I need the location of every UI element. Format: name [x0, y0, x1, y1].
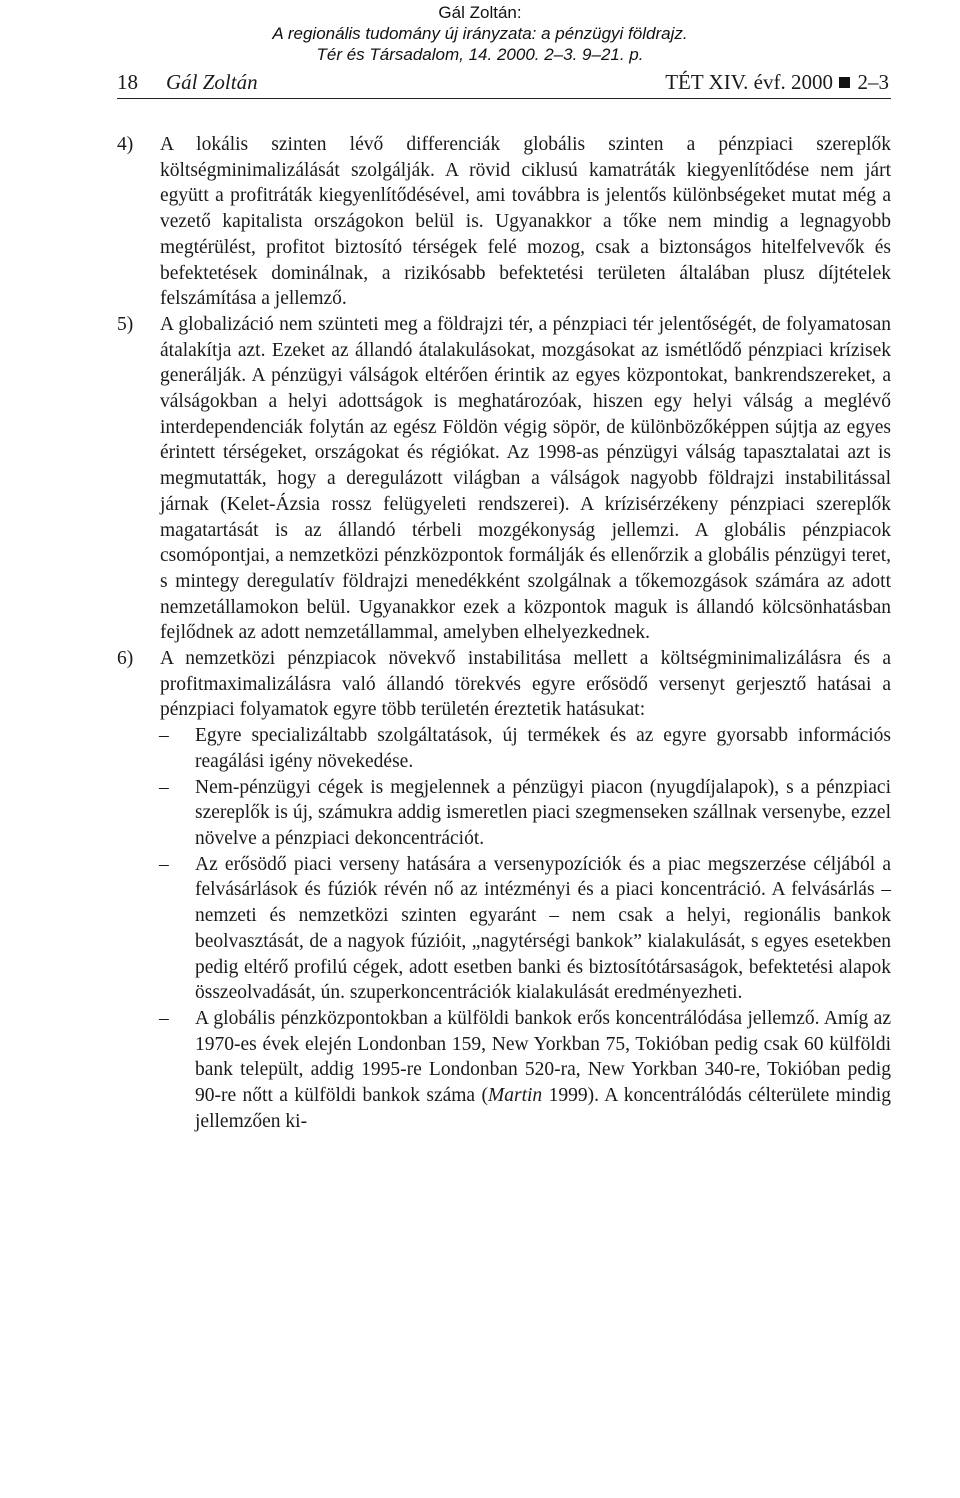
- sub-item: [117, 723, 891, 774]
- citation-source: Tér és Társadalom, 14. 2000. 2–3. 9–21. p.: [316, 45, 644, 64]
- sub-item-text: Nem-pénzügyi cégek is megjelennek a pénzügyi piacon (nyugdíjalapok), s a pénzpiaci szereplők is új, számukra addig ismeretlen piaci szegmenseken szállnak versenybe, ezzel növelve a pénzpiaci dekoncentrációt.: [195, 776, 891, 849]
- journal-volume: TÉT XIV. évf. 2000: [665, 70, 833, 94]
- sub-item-text: Az erősödő piaci verseny hatására a versenypozíciók és a piac megszerzése céljából a felvásárlások és fúziók révén nő az intézményi és a piaci koncentráció. A felvásárlás – nemzeti és nemzetközi szinten egyaránt – nem csak a helyi, regionális bankok beolvasztását, de a nagyok fúzióit, „nagytérségi bankok” kialakulását, s egyes esetekben pedig eltérő profilú cégek, adott esetben banki és biztosítótársaságok, befektetési alapok összeolvadását, ún. szuperkoncentrációk kialakulását eredményezheti.: [195, 853, 891, 1004]
- list-item-5: [117, 312, 891, 646]
- page-number: 18: [117, 70, 138, 94]
- running-head-journal: [665, 68, 889, 96]
- text-segment: 1999). A koncentrálódás célterülete mindig jellemzően ki-: [195, 1085, 892, 1132]
- sub-item: [117, 775, 891, 852]
- citation-title: A regionális tudomány új irányzata: a pénzügyi földrajz.: [272, 24, 688, 43]
- black-square-icon: [839, 77, 850, 88]
- text-segment: A globális pénzközpontokban a külföldi bankok erős koncentrálódása jellemző. Amíg az 1970-es évek elején Londonban 159, New Yorkban 75, Tokióban pedig csak 60 külföldi bank települt, addig 1995-re Londonban 520-ra, New Yorkban 340-re, Tokióban pedig 90-re nőtt a külföldi bankok száma (: [195, 1007, 891, 1107]
- dash-bullet: –: [159, 853, 169, 875]
- dash-bullet: –: [159, 725, 169, 747]
- citation-author: Gál Zoltán:: [438, 3, 522, 22]
- item-text: A globalizáció nem szünteti meg a földrajzi tér, a pénzpiaci tér jelentőségét, de folyamatosan átalakítja azt. Ezeket az állandó átalakulásokat, mozgásokat az ismétlődő pénzpiaci krízisek generálják. A pénzügyi válságok eltérően érintik az egyes központokat, bankrendszereket, a válságokban a helyi adottságok is meghatározóak, hiszen egy helyi válság a meglévő interdependenciák folytán az egész Földön végig söpör, de különbözőképpen sújtja az egyes érintett térségeket, országokat és régiókat. Az 1998-as pénzügyi válság tapasztalatai azt is megmutatták, hogy a deregulázott világban a válságok nagyobb földrajzi instabilitással járnak (Kelet-Ázsia rossz felügyeleti rendszerei). A krízisérzékeny pénzpiaci szereplők magatartását is az állandó térbeli mozgékonyság jellemzi. A globális pénzpiacok csomópontjai, a nemzetközi pénzközpontok formálják és ellenőrzik a globális pénzügyi teret, s mintegy deregulatív földrajzi menedékként szolgálnak a tőkemozgások számára az adott nemzetállamokon belül. Ugyanakkor ezek a központok maguk is állandó kölcsönhatásban fejlődnek az adott nemzetállammal, amelyben elhelyezkednek.: [160, 313, 891, 644]
- item-number: 5): [117, 313, 134, 335]
- list-item-6: [117, 646, 891, 723]
- sub-item-text: Egyre specializáltabb szolgáltatások, új termékek és az egyre gyorsabb információs reagálási igény növekedése.: [195, 725, 891, 772]
- item-number: 6): [117, 648, 134, 670]
- sub-item: [117, 1006, 891, 1135]
- sub-item-text: [195, 1006, 891, 1135]
- journal-issue: 2–3: [857, 70, 889, 94]
- item-number: 4): [117, 134, 134, 155]
- list-item-4: [117, 132, 891, 312]
- dash-bullet: –: [159, 776, 169, 798]
- cited-author: Martin: [487, 1085, 543, 1107]
- item-text: A nemzetközi pénzpiacok növekvő instabilitása mellett a költségminimalizálásra és a profitmaximalizálásra való állandó törekvés egyre erősödő versenyt gerjesztő hatásai a pénzpiaci folyamatok egyre több területén éreztetik hatásukat:: [160, 648, 891, 721]
- item-text: A lokális szinten lévő differenciák globális szinten a pénzpiaci szereplők költségminimalizálását szolgálják. A rövid ciklusú kamatráták kiegyenlítődése nem járt együtt a profitráták kiegyenlítődésével, ami továbbra is jelentős különbségeket mutat még a vezető kapitalista országokon belül is. Ugyanakkor a tőke nem mindig a legnagyobb megtérülést, profitot biztosító térségek felé mozog, csak a biztonságos hitelfelvevők és befektetések dominálnak, a rizikósabb befektetési területen általában plusz díjtételek felszámítása a jellemző.: [160, 134, 891, 310]
- dash-bullet: –: [159, 1007, 169, 1029]
- sub-item: [117, 852, 891, 1006]
- body-text: [117, 132, 891, 1134]
- running-head: [117, 68, 891, 99]
- running-head-author: Gál Zoltán: [166, 70, 258, 94]
- citation-header: [0, 2, 960, 65]
